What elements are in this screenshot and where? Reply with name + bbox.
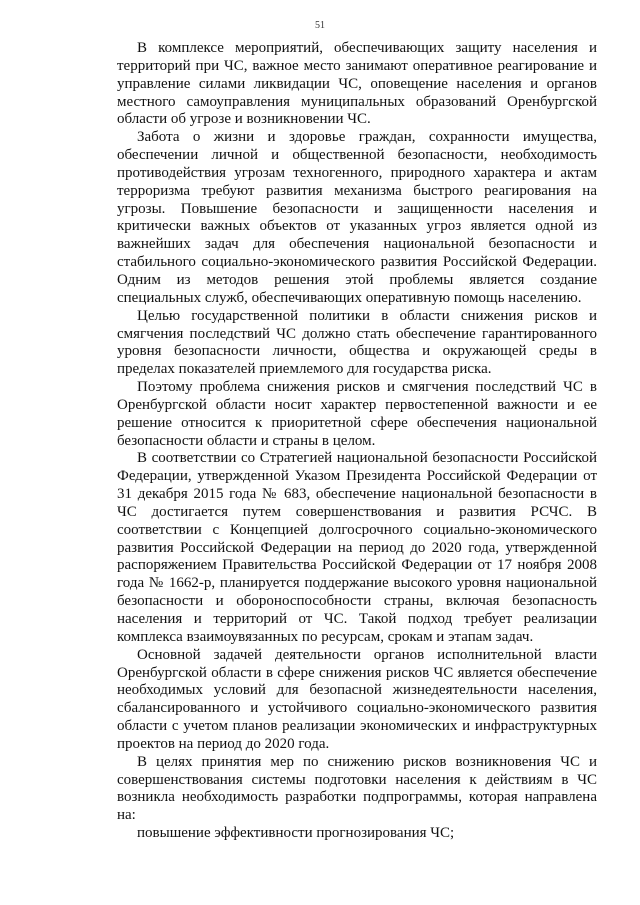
paragraph: Основной задачей деятельности органов исполнительной власти Оренбургской области в сфере снижения рисков ЧС является обеспечение необходимых условий для безопасной жизнедеятельности населения, сбалансированного и устойчивого социально-экономического развития области с учетом планов реализации экономических и инфраструктурных проектов на период до 2020 года. <box>117 646 597 752</box>
document-body <box>117 40 597 843</box>
paragraph: Поэтому проблема снижения рисков и смягчения последствий ЧС в Оренбургской области носит характер первостепенной важности и ее решение относится к приоритетной сфере обеспечения национальной безопасности области и страны в целом. <box>117 379 597 449</box>
paragraph: В соответствии со Стратегией национальной безопасности Российской Федерации, утвержденной Указом Президента Российской Федерации от 31 декабря 2015 года № 683, обеспечение национальной безопасности в ЧС достигается путем совершенствования и развития РСЧС. В соответствии с Концепцией долгосрочного социально-экономического развития Российской Федерации на период до 2020 года, утвержденной распоряжением Правительства Российской Федерации от 17 ноября 2008 года № 1662-р, планируется поддержание высокого уровня национальной безопасности и обороноспособности страны, включая безопасность населения и территорий от ЧС. Такой подход требует реализации комплекса взаимоувязанных по ресурсам, срокам и этапам задач. <box>117 450 597 645</box>
paragraph: В комплексе мероприятий, обеспечивающих защиту населения и территорий при ЧС, важное место занимают оперативное реагирование и управление силами ликвидации ЧС, оповещение населения и органов местного самоуправления муниципальных образований Оренбургской области об угрозе и возникновении ЧС. <box>117 40 597 128</box>
list-item: повышение эффективности прогнозирования ЧС; <box>137 825 455 842</box>
paragraph: Забота о жизни и здоровье граждан, сохранности имущества, обеспечении личной и общественной безопасности, необходимость противодействия угрозам техногенного, природного характера и актам терроризма требуют развития механизма быстрого реагирования на угрозы. Повышение безопасности и защищенности населения и критически важных объектов от указанных угроз является одной из важнейших задач для обеспечения национальной безопасности и стабильного социально-экономического развития Российской Федерации. Одним из методов решения этой проблемы является создание специальных служб, обеспечивающих оперативную помощь населению. <box>117 129 597 306</box>
paragraph: В целях принятия мер по снижению рисков возникновения ЧС и совершенствования системы подготовки населения к действиям в ЧС возникла необходимость разработки подпрограммы, которая направлена на: <box>117 753 597 824</box>
page-number: 51 <box>315 20 325 31</box>
paragraph: Целью государственной политики в области снижения рисков и смягчения последствий ЧС должно стать обеспечение гарантированного уровня безопасности личности, общества и окружающей среды в пределах показателей приемлемого для государства риска. <box>117 307 597 378</box>
